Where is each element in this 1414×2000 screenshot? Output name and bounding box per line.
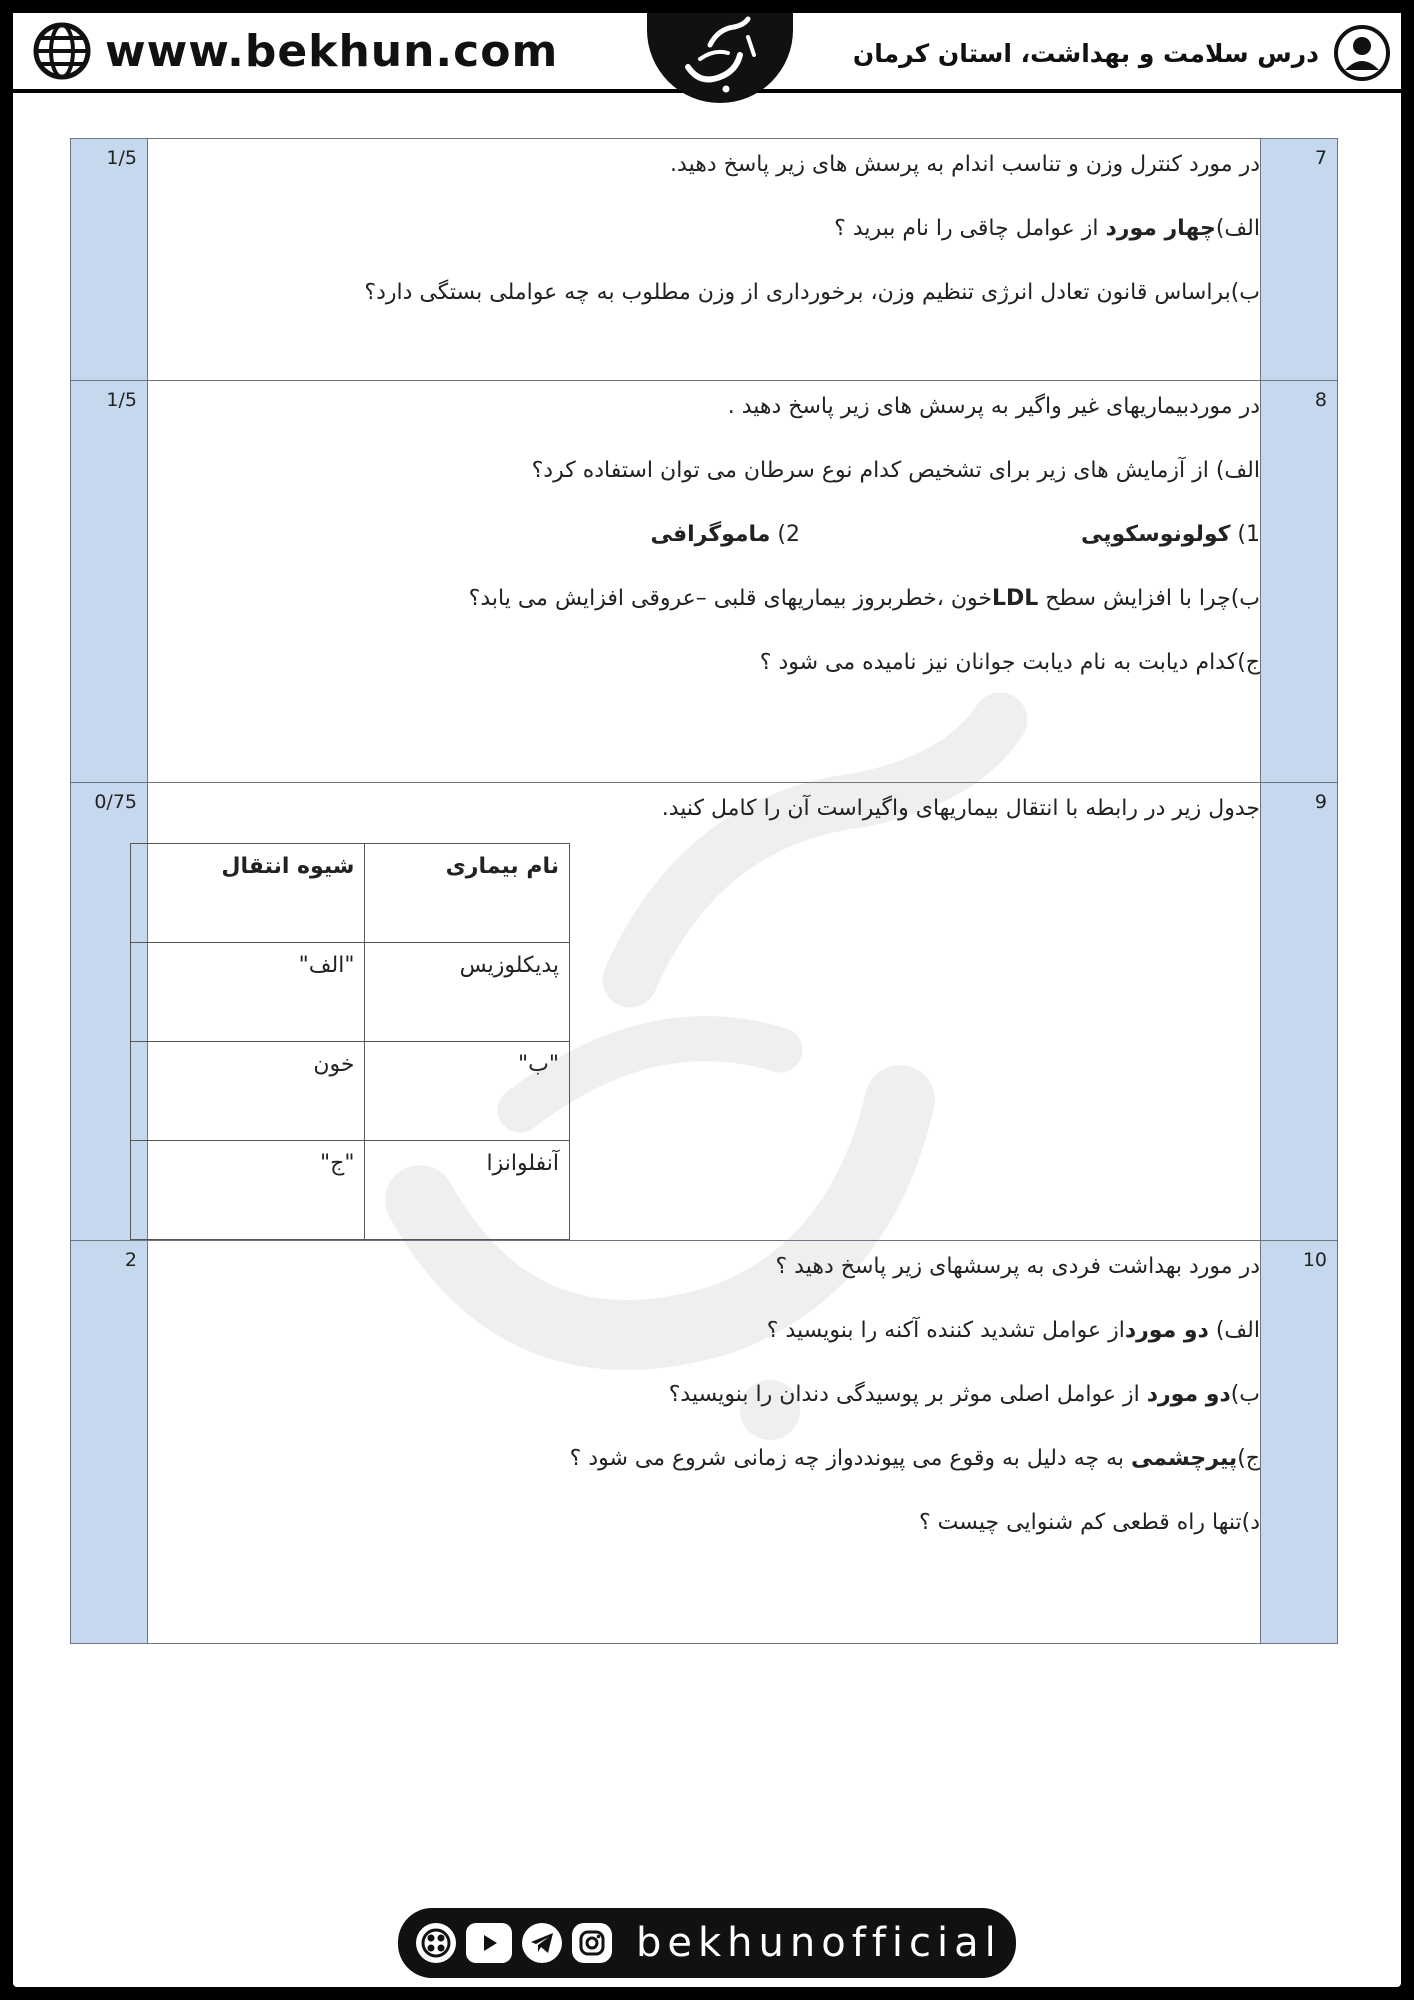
- line-bold: LDL: [992, 586, 1039, 611]
- logo: [647, 13, 793, 103]
- score-value: 1/5: [106, 147, 137, 169]
- transmission-table: [130, 843, 570, 1240]
- score-value: 1/5: [106, 389, 137, 411]
- line-text: در مورد بهداشت فردی به پرسشهای زیر پاسخ دهید ؟: [775, 1254, 1260, 1279]
- option-label: کولونوسکوپی: [1080, 522, 1231, 547]
- line-text: ب): [1230, 1382, 1260, 1407]
- line-bold: چهار مورد: [1105, 216, 1216, 241]
- line-text: د)تنها راه قطعی کم شنوایی چیست ؟: [919, 1510, 1260, 1535]
- social-handle[interactable]: bekhunofficial: [636, 1920, 1002, 1966]
- question-line: [148, 389, 1260, 425]
- line-text: خون ،خطربروز بیماریهای قلبی –عروقی افزایش می یابد؟: [468, 586, 992, 611]
- question-body: [148, 381, 1261, 783]
- line-text: از عوامل اصلی موثر بر پوسیدگی دندان را بنویسید؟: [668, 1382, 1147, 1407]
- line-text: جدول زیر در رابطه با انتقال بیماریهای واگیراست آن را کامل کنید.: [661, 796, 1260, 821]
- telegram-icon[interactable]: [522, 1923, 562, 1963]
- question-line: [148, 275, 1260, 311]
- question-number: [1261, 1241, 1338, 1644]
- table-cell: آنفلوانزا: [365, 1141, 570, 1240]
- question-line: [148, 581, 1260, 617]
- question-body: [148, 139, 1261, 381]
- table-cell: خون: [131, 1042, 365, 1141]
- table-cell: "ب": [365, 1042, 570, 1141]
- table-cell: "الف": [131, 943, 365, 1042]
- option-num: 2): [770, 522, 800, 547]
- question-score: [71, 381, 148, 783]
- question-number: [1261, 783, 1338, 1241]
- line-text: در مورد کنترل وزن و تناسب اندام به پرسش های زیر پاسخ دهید.: [670, 152, 1260, 177]
- line-text: از عوامل چاقی را نام ببرید ؟: [834, 216, 1106, 241]
- score-value: 0/75: [94, 791, 137, 813]
- globe-icon: [33, 22, 91, 80]
- question-body: [148, 1241, 1261, 1644]
- question-row: [71, 139, 1338, 381]
- questions-table: [70, 138, 1338, 1644]
- score-value: 2: [124, 1249, 137, 1271]
- logo-icon: [670, 15, 770, 95]
- line-text: الف): [1215, 216, 1260, 241]
- site-url[interactable]: www.bekhun.com: [105, 25, 559, 77]
- option-list: [148, 517, 1260, 553]
- question-line: [148, 1313, 1260, 1349]
- question-line: [148, 1249, 1260, 1285]
- table-header-method: شیوه انتقال: [131, 844, 365, 943]
- table-cell: "ج": [131, 1141, 365, 1240]
- question-body: [148, 783, 1261, 1241]
- line-text: ب)براساس قانون تعادل انرژی تنظیم وزن، برخورداری از وزن مطلوب به چه عواملی بستگی دارد؟: [364, 280, 1260, 305]
- instagram-icon[interactable]: [572, 1923, 612, 1963]
- question-number: [1261, 139, 1338, 381]
- question-line: [148, 453, 1260, 489]
- table-header-row: [131, 844, 570, 943]
- number-value: 10: [1302, 1249, 1327, 1271]
- question-line: [148, 1505, 1260, 1541]
- number-value: 7: [1314, 147, 1327, 169]
- question-line: [148, 1441, 1260, 1477]
- table-row: [131, 1141, 570, 1240]
- course-info: [853, 23, 1391, 83]
- question-score: [71, 139, 148, 381]
- question-line: [148, 147, 1260, 183]
- table-row: [131, 1042, 570, 1141]
- line-bold: دو مورد: [1146, 1382, 1231, 1407]
- question-line: [148, 645, 1260, 681]
- line-text: ج)کدام دیابت به نام دیابت جوانان نیز نامیده می شود ؟: [759, 650, 1260, 675]
- line-bold: پیرچشمی: [1131, 1446, 1238, 1471]
- question-row: [71, 381, 1338, 783]
- course-title: درس سلامت و بهداشت، استان کرمان: [852, 38, 1319, 68]
- line-text: به چه دلیل به وقوع می پیونددواز چه زمانی شروع می شود ؟: [569, 1446, 1132, 1471]
- question-score: [71, 1241, 148, 1644]
- number-value: 9: [1314, 791, 1327, 813]
- line-bold: دو مورد: [1124, 1318, 1209, 1343]
- question-line: [148, 211, 1260, 247]
- line-text: ب)چرا با افزایش سطح: [1038, 586, 1260, 611]
- table-cell: پدیکلوزیس: [365, 943, 570, 1042]
- aparat-icon[interactable]: [416, 1923, 456, 1963]
- option-label: ماموگرافی: [650, 522, 771, 547]
- line-text: در موردبیماریهای غیر واگیر به پرسش های زیر پاسخ دهید .: [727, 394, 1260, 419]
- social-footer: [398, 1908, 1016, 1978]
- number-value: 8: [1314, 389, 1327, 411]
- line-text: ج): [1237, 1446, 1260, 1471]
- youtube-icon[interactable]: [466, 1923, 512, 1963]
- page-header: [13, 13, 1401, 93]
- option-num: 1): [1230, 522, 1260, 547]
- table-row: [131, 943, 570, 1042]
- question-line: [148, 1377, 1260, 1413]
- question-number: [1261, 381, 1338, 783]
- site-link[interactable]: [33, 21, 558, 81]
- user-icon: [1333, 24, 1391, 82]
- option-item: [800, 517, 1260, 553]
- table-header-disease: نام بیماری: [365, 844, 570, 943]
- question-row: [71, 783, 1338, 1241]
- option-item: [650, 517, 800, 553]
- line-text: الف): [1208, 1318, 1260, 1343]
- line-text: الف) از آزمایش های زیر برای تشخیص کدام نوع سرطان می توان استفاده کرد؟: [531, 458, 1260, 483]
- line-text: از عوامل تشدید کننده آکنه را بنویسید ؟: [766, 1318, 1125, 1343]
- question-line: [148, 791, 1260, 827]
- question-row: [71, 1241, 1338, 1644]
